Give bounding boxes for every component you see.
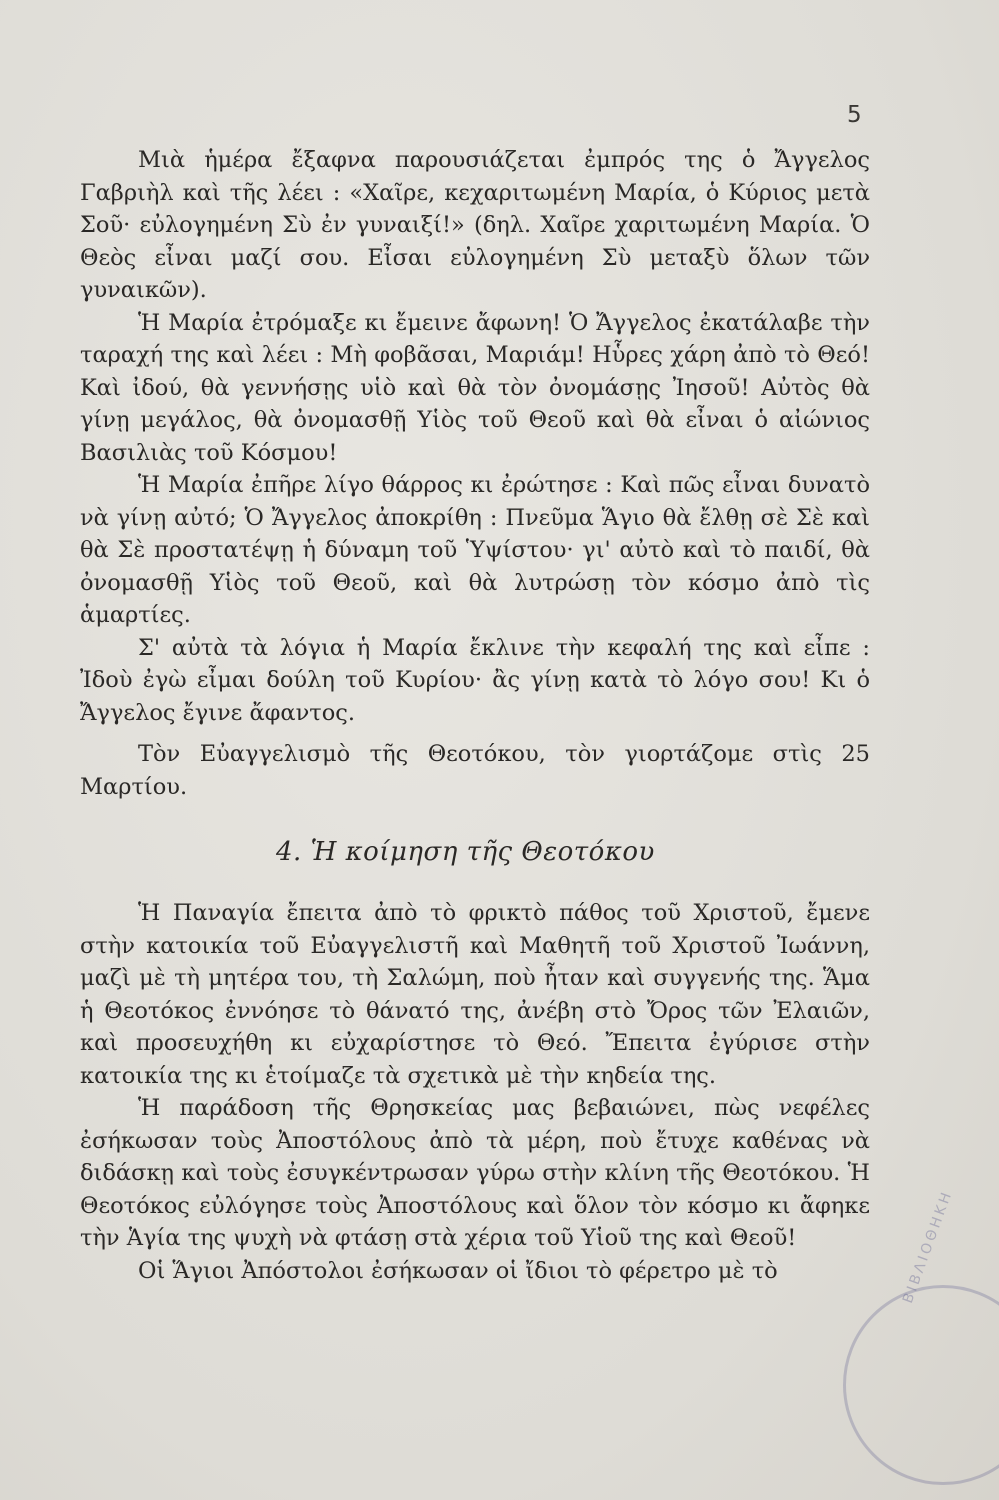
page-number: 5 bbox=[847, 102, 862, 128]
page-content bbox=[80, 144, 870, 1287]
paragraph-dormition-1: Ἡ Παναγία ἔπειτα ἀπὸ τὸ φρικτὸ πάθος τοῦ Χριστοῦ, ἔμενε στὴν κατοικία τοῦ Εὐαγγελιστῆ καὶ Μαθητῆ τοῦ Χριστοῦ Ἰωάννη, μαζὶ μὲ τὴ μητέρα του, τὴ Σαλώμη, ποὺ ἦταν καὶ συγγενής της. Ἅμα ἡ Θεοτόκος ἐννόησε τὸ θάνατό της, ἀνέβη στὸ Ὄρος τῶν Ἐλαιῶν, καὶ προσευχήθη κι εὐχαρίστησε τὸ Θεό. Ἔπειτα ἐγύρισε στὴν κατοικία της κι ἑτοίμαζε τὰ σχετικὰ μὲ τὴν κηδεία της. bbox=[80, 900, 870, 1089]
paragraph-annunciation-5: Τὸν Εὐαγγελισμὸ τῆς Θεοτόκου, τὸν γιορτάζομε στὶς 25 Μαρτίου. bbox=[80, 741, 870, 800]
paragraph-annunciation-3: Ἡ Μαρία ἐπῆρε λίγο θάρρος κι ἐρώτησε : Καὶ πῶς εἶναι δυνατὸ νὰ γίνῃ αὐτό; Ὁ Ἄγγελος ἀποκρίθη : Πνεῦμα Ἅγιο θὰ ἔλθῃ σὲ Σὲ καὶ θὰ Σὲ προστατέψῃ ἡ δύναμη τοῦ Ὑψίστου· γι' αὐτὸ καὶ τὸ παιδί, θὰ ὀνομασθῇ Υἱὸς τοῦ Θεοῦ, καὶ θὰ λυτρώσῃ τὸν κόσμο ἀπὸ τὶς ἁμαρτίες. bbox=[80, 472, 870, 628]
paragraph-annunciation-4: Σ' αὐτὰ τὰ λόγια ἡ Μαρία ἔκλινε τὴν κεφαλή της καὶ εἶπε : Ἰδοὺ ἐγὼ εἶμαι δούλη τοῦ Κυρίου· ἂς γίνῃ κατὰ τὸ λόγο σου! Κι ὁ Ἄγγελος ἔγινε ἄφαντος. bbox=[80, 634, 870, 726]
paragraph-dormition-3: Οἱ Ἅγιοι Ἀπόστολοι ἐσήκωσαν οἱ ἴδιοι τὸ φέρετρο μὲ τὸ bbox=[138, 1257, 778, 1284]
library-stamp bbox=[843, 1285, 999, 1485]
paragraph-dormition-2: Ἡ παράδοση τῆς Θρησκείας μας βεβαιώνει, πὼς νεφέλες ἐσήκωσαν τοὺς Ἀποστόλους ἀπὸ τὰ μέρη, ποὺ ἔτυχε καθένας νὰ διδάσκῃ καὶ τοὺς ἐσυγκέντρωσαν γύρω στὴν κλίνη τῆς Θεοτόκου. Ἡ Θεοτόκος εὐλόγησε τοὺς Ἀποστόλους καὶ ὅλον τὸν κόσμο κι ἄφηκε τὴν Ἁγία της ψυχὴ νὰ φτάσῃ στὰ χέρια τοῦ Υἱοῦ της καὶ Θεοῦ! bbox=[80, 1095, 870, 1251]
paragraph-annunciation-2: Ἡ Μαρία ἐτρόμαξε κι ἔμεινε ἄφωνη! Ὁ Ἄγγελος ἐκατάλαβε τὴν ταραχή της καὶ λέει : Μὴ φοβᾶσαι, Μαριάμ! Ηὗρες χάρη ἀπὸ τὸ Θεό! Καὶ ἰδού, θὰ γεννήσῃς υἱὸ καὶ θὰ τὸν ὀνομάσῃς Ἰησοῦ! Αὐτὸς θὰ γίνῃ μεγάλος, θὰ ὀνομασθῇ Υἱὸς τοῦ Θεοῦ καὶ θὰ εἶναι ὁ αἰώνιος Βασιλιὰς τοῦ Κόσμου! bbox=[80, 309, 870, 466]
paragraph-annunciation-1: Μιὰ ἡμέρα ἔξαφνα παρουσιάζεται ἐμπρός της ὁ Ἄγγελος Γαβριὴλ καὶ τῆς λέει : «Χαῖρε, κεχαριτωμένη Μαρία, ὁ Κύριος μετὰ Σοῦ· εὐλογημένη Σὺ ἐν γυναιξί!» (δηλ. Χαῖρε χαριτωμένη Μαρία. Ὁ Θεὸς εἶναι μαζί σου. Εἶσαι εὐλογημένη Σὺ μεταξὺ ὅλων τῶν γυναικῶν). bbox=[80, 147, 870, 303]
library-stamp-text: ΒΙΒΛΙΟΘΗΚΗ bbox=[900, 1187, 956, 1306]
section-heading: 4. Ἡ κοίμηση τῆς Θεοτόκου bbox=[276, 837, 655, 867]
